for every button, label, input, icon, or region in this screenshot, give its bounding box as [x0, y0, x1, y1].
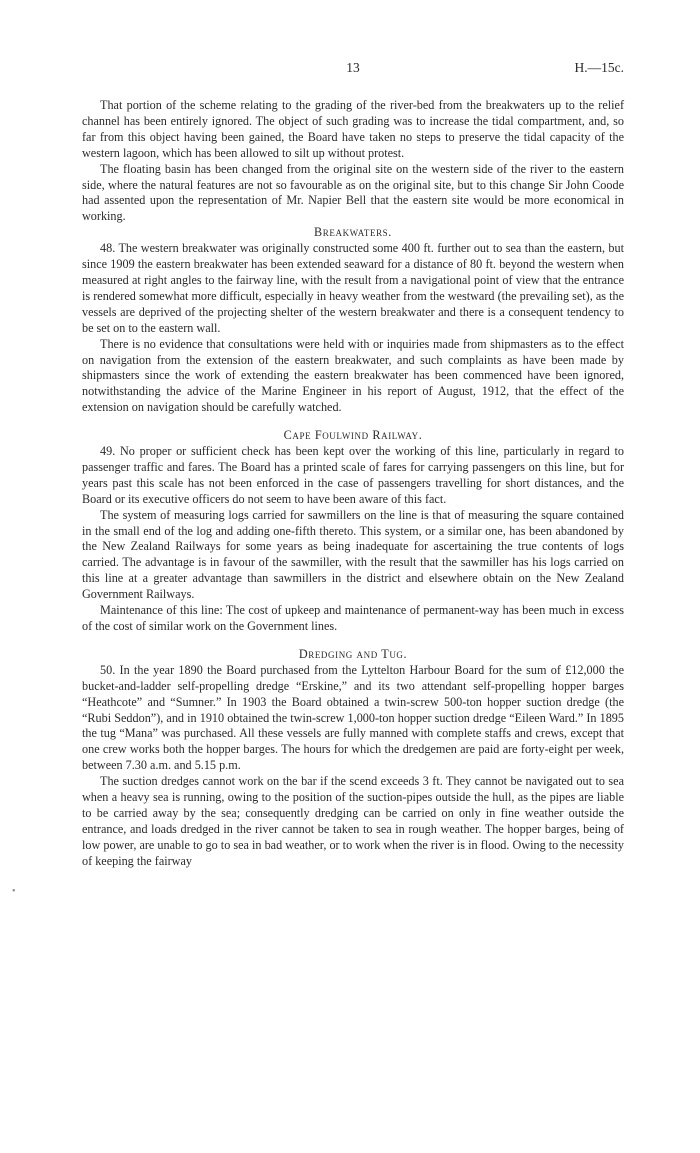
paragraph-50: 50. In the year 1890 the Board purchased from the Lyttelton Harbour Board for the sum of £12,000 the bucket-and-ladder self-propelling dredge “Erskine,” and its two attendant self-propelling hopper barges “Heathcote” and “Sumner.” In 1903 the Board obtained a twin-screw 500-ton hopper suction dredge (the “Rubi Seddon”), and in 1910 obtained the twin-screw 1,000-ton hopper suction dredge “Eileen Ward.” In 1895 the tug “Mana” was purchased. All these vessels are fully manned with complete staffs and crews, except that one crew works both the hopper barges. The hours for which the dredgemen are paid are forty-eight per week, between 7.30 a.m. and 5.15 p.m.: [82, 662, 624, 773]
paragraph-50-suction-dredges: The suction dredges cannot work on the bar if the scend exceeds 3 ft. They cannot be navigated out to sea when a heavy sea is running, owing to the position of the suction-pipes outside the hull, as the pipes are liable to be carried away by the sea; consequently dredging can be carried on only in fine weather outside the entrance, and loads dredged in the river cannot be taken to sea in rough weather. The hopper barges, being of low power, are unable to go to sea in bad weather, or to work when the river is in flood. Owing to the necessity of keeping the fairway: [82, 774, 624, 868]
section-heading-breakwaters: Breakwaters.: [314, 225, 392, 240]
section-heading-cape-foulwind-railway: Cape Foulwind Railway.: [283, 428, 423, 443]
page-number: 13: [346, 60, 360, 75]
paragraph-49-log-measuring: The system of measuring logs carried for sawmillers on the line is that of measuring the square contained in the small end of the log and adding one-fifth thereto. This system, or a similar one, has been abandoned by the New Zealand Railways for some years as being inadequate for ascertaining the true contents of logs carried. The advantage is in favour of the sawmiller, with the result that the sawmiller has his logs carried on this line at a greater advantage than sawmillers in the district and elsewhere obtain on the New Zealand Government Railways.: [82, 507, 624, 602]
document-body: [82, 98, 624, 870]
paragraph-49: 49. No proper or sufficient check has been kept over the working of this line, particularly in regard to passenger traffic and fares. The Board has a printed scale of fares for carrying passengers on this line, but for years past this scale has not been enforced in the case of passengers travelling for short distances, and the Board or its executive officers do not seem to have been aware of this fact.: [82, 444, 624, 506]
document-reference: H.—15c.: [574, 60, 624, 75]
section-heading-dredging-and-tug: Dredging and Tug.: [298, 646, 408, 661]
paragraph-48-consultations: There is no evidence that consultations were held with or inquiries made from shipmasters as to the effect on navigation from the extension of the eastern breakwater, and such complaints as have been made by shipmasters since the work of extending the eastern breakwater has been commenced have been ignored, notwithstanding the advice of the Marine Engineer in his report of August, 1912, that the effect of the extension on navigation should be carefully watched.: [82, 336, 624, 415]
paragraph-floating-basin: The floating basin has been changed from the original site on the western side of the river to the eastern side, where the natural features are not so favourable as on the original site, but to this change Sir John Coode had assented upon the representation of Mr. Napier Bell that the eastern site would be more economical in working.: [82, 161, 624, 224]
paragraph-48: 48. The western breakwater was originally constructed some 400 ft. further out to sea than the eastern, but since 1909 the eastern breakwater has been extended seaward for a distance of 80 ft. beyond the western when measured at right angles to the fairway line, with the result from a navigational point of view that the entrance is rendered somewhat more difficult, especially in heavy weather from the westward (the prevailing set), as the vessels are deprived of the projecting shelter of the western breakwater and there is a consequent tendency to be set on to the eastern wall.: [82, 241, 624, 335]
margin-mark: •: [12, 886, 16, 897]
paragraph-grading: That portion of the scheme relating to the grading of the river-bed from the breakwaters up to the relief channel has been entirely ignored. The object of such grading was to increase the tidal compartment, and, so far from this object having been gained, the Board have taken no steps to preserve the tidal capacity of the western lagoon, which has been allowed to silt up without protest.: [82, 98, 624, 160]
page-header: [82, 60, 624, 80]
paragraph-49-maintenance: Maintenance of this line: The cost of upkeep and maintenance of permanent-way has been much in excess of the cost of similar work on the Government lines.: [82, 603, 624, 633]
